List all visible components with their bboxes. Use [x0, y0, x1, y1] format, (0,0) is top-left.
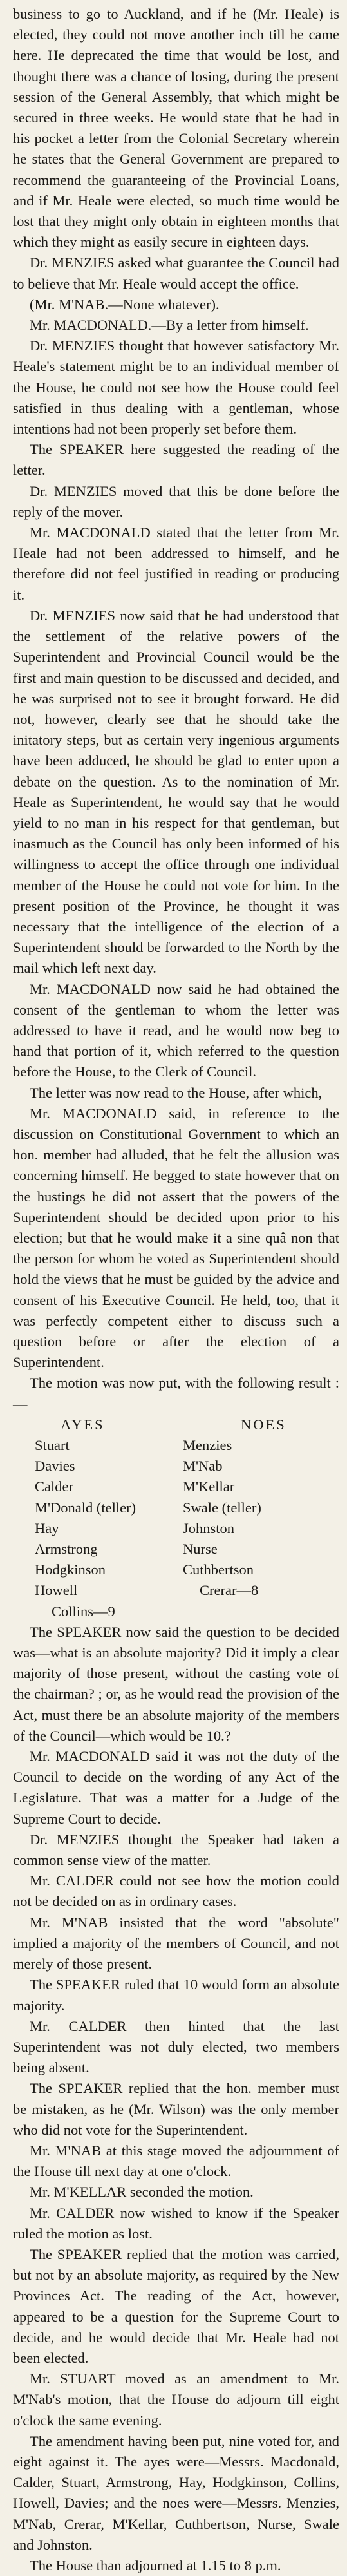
aye-name: Armstrong: [35, 1541, 98, 1558]
paragraph-speaker-mistaken: The SPEAKER replied that the hon. member must be mistaken, as he (Mr. Wilson) was the only member who did not vote for the Superintendent.: [13, 2080, 339, 2138]
paragraph-macdonald-duty: Mr. MACDONALD said it was not the duty of the Council to decide on the wording of any Act of the Legislature. That was a matter for a Judge of the Supreme Court to decide.: [13, 1748, 339, 1827]
paragraph-macdonald-letter: Mr. MACDONALD.—By a letter from himself.: [30, 317, 309, 334]
no-name: Crerar—8: [200, 1582, 259, 1599]
paragraph-calder-lost: Mr. CALDER now wished to know if the Speaker ruled the motion as lost.: [13, 2204, 339, 2242]
noes-heading: NOES: [241, 1416, 286, 1433]
paragraph-speaker-suggestion: The SPEAKER here suggested the reading of the letter.: [13, 441, 339, 479]
no-name: Swale (teller): [183, 1499, 261, 1516]
ayes-column: [35, 1415, 183, 1622]
no-name: Cuthbertson: [183, 1561, 254, 1578]
paragraph-mkellar-seconded: Mr. M'KELLAR seconded the motion.: [30, 2184, 254, 2200]
paragraph-continuation: business to go to Auckland, and if he (Mr. Heale) is elected, they could not move another inch till he came here. He deprecated the time that would be lost, and thought there was a chance of losing, during the present session of the General Assembly, that which might be secured in three weeks. He would state that he had in his pocket a letter from the Colonial Secretary wherein he states that the General Government are prepared to recommend the guaranteeing of the Provincial Loans, and if Mr. Heale were elected, so much time would be lost that they might only obtain in eighteen months that which they might as easily secure in eighteen days.: [13, 6, 339, 251]
aye-name: Stuart: [35, 1437, 70, 1454]
aye-name: M'Donald (teller): [35, 1499, 136, 1516]
paragraph-mnab-absolute: Mr. M'NAB insisted that the word "absolute" implied a majority of the members of Council, and not merely of those present.: [13, 1914, 339, 1972]
paragraph-amendment-vote: The amendment having been put, nine voted for, and eight against it. The ayes were—Messrs. Macdonald, Calder, Stuart, Armstrong, Hay, Hodgkinson, Collins, Howell, Davies; and the noes were—Messrs. Menzies, M'Nab, Crerar, M'Kellar, Cuthbertson, Nurse, Swale and Johnston.: [13, 2432, 339, 2553]
paragraph-menzies-guarantee: Dr. MENZIES asked what guarantee the Council had to believe that Mr. Heale would accept the office.: [13, 254, 339, 292]
paragraph-menzies-common-sense: Dr. MENZIES thought the Speaker had taken a common sense view of the matter.: [13, 1831, 339, 1869]
noes-column: [183, 1415, 331, 1622]
paragraph-speaker-majority: The SPEAKER now said the question to be decided was—what is an absolute majority? Did it imply a clear majority of those present, without the casting vote of the chairman? ; or, as he would read the provision of the Act, must there be an absolute majority of the members of the Council—which would be 10.?: [13, 1623, 339, 1744]
aye-name: Collins—9: [52, 1603, 115, 1619]
paragraph-menzies-speech: Dr. MENZIES now said that he had understood that the settlement of the relative powers of the Superintendent and Provincial Council would be the first and main question to be discussed and decided, and he was surprised not to see it brought forward. He did not, however, clearly see that he should take the initatory steps, but as certain very ingenious arguments have been adduced, he should be glad to enter upon a debate on the question. As to the nomination of Mr. Heale as Superintendent, he would say that he would yield to no man in his respect for that gentleman, but inasmuch as the Council has only been informed of his willingness to accept the office through one individual member of the House he could not vote for him. In the present position of the Province, he thought it was necessary that the intelligence of the election of a Superintendent should be forwarded to the North by the mail which left next day.: [13, 607, 339, 977]
paragraph-macdonald-reference: Mr. MACDONALD said, in reference to the discussion on Constitutional Government to which an hon. member had alluded, that he felt the allusion was concerning himself. He begged to state however that on the hustings he did not assert that the powers of the Superintendent should be decided upon prior to his election; but that he would make it a sine quâ non that the person for whom he voted as Superintendent should hold the views that he must be guided by the advice and consent of his Executive Council. He held, too, that it was perfectly competent either to discuss such a question before or after the election of a Superintendent.: [13, 1105, 339, 1371]
no-name: M'Nab: [183, 1458, 223, 1474]
paragraph-speaker-ruling: The SPEAKER ruled that 10 would form an absolute majority.: [13, 1976, 339, 2014]
aye-name: Davies: [35, 1458, 75, 1474]
aye-name: Howell: [35, 1582, 78, 1599]
paragraph-letter-read: The letter was now read to the House, after which,: [30, 1084, 323, 1101]
paragraph-macdonald-reply: Mr. MACDONALD stated that the letter from Mr. Heale had not been addressed to himself, and he therefore did not feel justified in reading or producing it.: [13, 524, 339, 603]
ayes-heading: AYES: [61, 1416, 105, 1433]
paragraph-mnab-interjection: (Mr. M'NAB.—None whatever).: [30, 296, 220, 312]
paragraph-speaker-carried: The SPEAKER replied that the motion was carried, but not by an absolute majority, as required by the New Provinces Act. The reading of the Act, however, appeared to be a question for the Supreme Court to decide, and he would decide that Mr. Heale had not been elected.: [13, 2246, 339, 2366]
no-name: Nurse: [183, 1541, 218, 1558]
paragraph-menzies-motion: Dr. MENZIES moved that this be done before the reply of the mover.: [13, 482, 339, 520]
paragraph-mnab-adjournment: Mr. M'NAB at this stage moved the adjournment of the House till next day at one o'clock.: [13, 2142, 339, 2180]
no-name: M'Kellar: [183, 1478, 235, 1495]
aye-name: Hay: [35, 1520, 59, 1536]
paragraph-stuart-amendment: Mr. STUART moved as an amendment to Mr. M'Nab's motion, that the House do adjourn till eight o'clock the same evening.: [13, 2371, 339, 2428]
no-name: Johnston: [183, 1520, 235, 1536]
paragraph-adjourned: The House than adjourned at 1.15 to 8 p.m.: [30, 2557, 281, 2573]
paragraph-macdonald-consent: Mr. MACDONALD now said he had obtained the consent of the gentleman to whom the letter was addressed to have it read, and he would now beg to hand that portion of it, which referred to the question before the House, to the Clerk of Council.: [13, 980, 339, 1080]
paragraph-calder-last-superintendent: Mr. CALDER then hinted that the last Superintendent was not duly elected, two members being absent.: [13, 2018, 339, 2076]
paragraph-calder-ordinary: Mr. CALDER could not see how the motion could not be decided on as in ordinary cases.: [13, 1873, 339, 1910]
no-name: Menzies: [183, 1437, 232, 1454]
paragraph-menzies-statement: Dr. MENZIES thought that however satisfactory Mr. Heale's statement might be to an individual member of the House, he could not see how the House could feel satisfied in thus dealing with a gentleman, whose intentions had not been properly set before them.: [13, 338, 339, 437]
aye-name: Calder: [35, 1478, 73, 1495]
aye-name: Hodgkinson: [35, 1561, 106, 1578]
paragraph-motion-result: The motion was now put, with the following result :—: [13, 1375, 339, 1412]
division-list: [35, 1415, 339, 1622]
